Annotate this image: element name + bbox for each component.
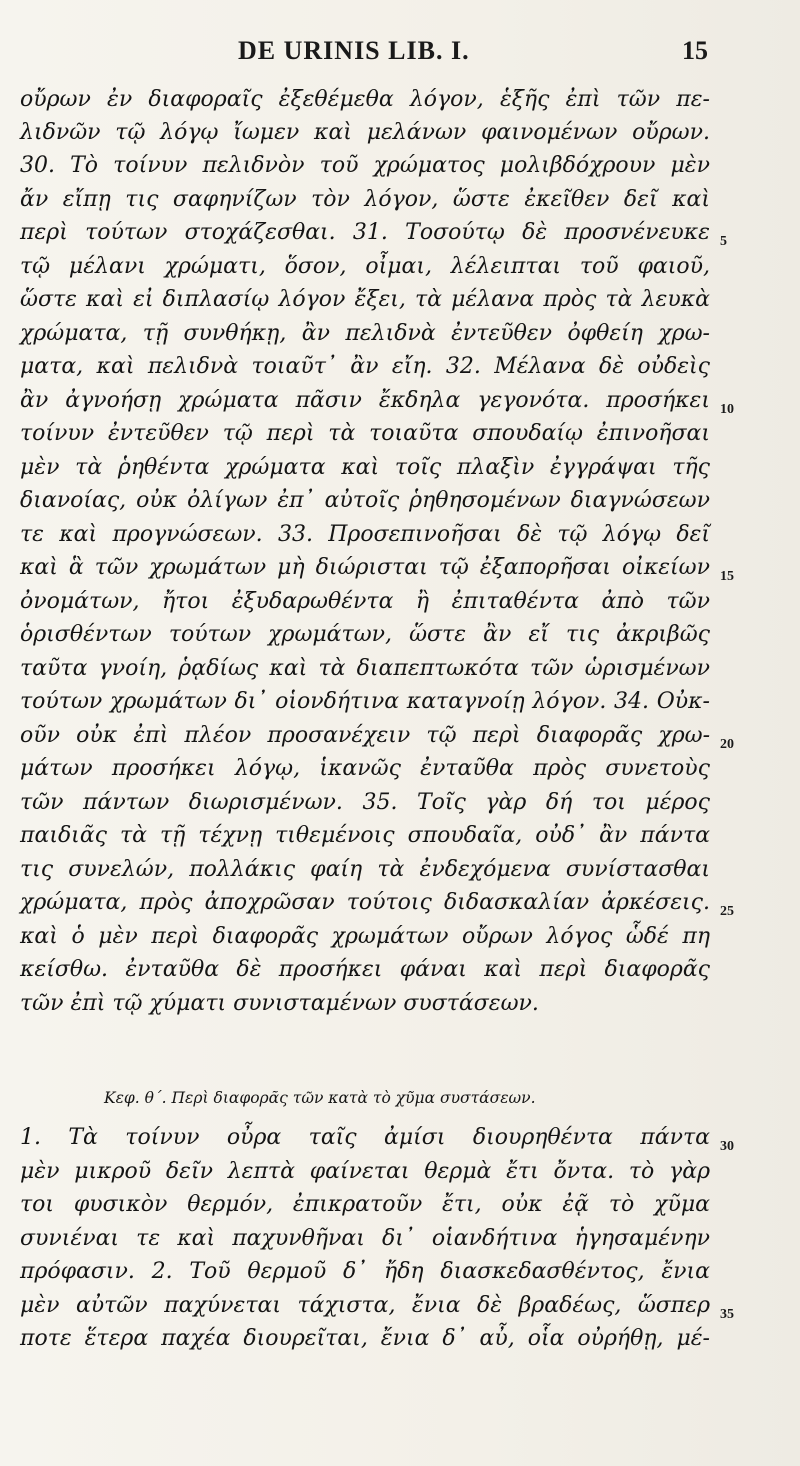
text-line: κείσθω. ἐνταῦθα δὲ προσήκει φάναι καὶ περὶ διαφορᾶς (20, 957, 710, 982)
text-line: τε καὶ προγνώσεων. 33. Προσεπινοῆσαι δὲ τῷ λόγῳ δεῖ (20, 522, 710, 547)
text-line: καὶ ἃ τῶν χρωμάτων μὴ διώρισται τῷ ἐξαπορῆσαι οἰκείων (20, 555, 710, 580)
text-line: διανοίας, οὐκ ὀλίγων ἐπ᾽ αὐτοῖς ῥηθησομένων διαγνώσεων (20, 488, 710, 513)
text-line: ὥστε καὶ εἰ διπλασίῳ λόγον ἔξει, τὰ μέλανα πρὸς τὰ λευκὰ (20, 287, 710, 312)
text-line: 30. Τὸ τοίνυν πελιδνὸν τοῦ χρώματος μολιβδόχρουν μὲν (20, 153, 710, 178)
text-line: τῷ μέλανι χρώματι, ὅσον, οἶμαι, λέλειπται τοῦ φαιοῦ, (20, 254, 710, 279)
text-line: ὀνομάτων, ἤτοι ἐξυδαρωθέντα ἢ ἐπιταθέντα ἀπὸ τῶν (20, 589, 710, 614)
text-line: τοι φυσικὸν θερμόν, ἐπικρατοῦν ἔτι, οὐκ ἐᾷ τὸ χῦμα (20, 1192, 710, 1217)
chapter-heading: Κεφ. θ΄. Περὶ διαφορᾶς τῶν κατὰ τὸ χῦμα συστάσεων. (104, 1089, 536, 1107)
text-line: τις συνελών, πολλάκις φαίη τὰ ἐνδεχόμενα συνίστασθαι (20, 857, 710, 882)
text-line: χρώματα, τῇ συνθήκῃ, ἂν πελιδνὰ ἐντεῦθεν ὀφθείη χρω- (20, 321, 710, 346)
text-line: ποτε ἕτερα παχέα διουρεῖται, ἔνια δ᾽ αὖ, οἷα οὐρήθῃ, μέ- (20, 1326, 710, 1351)
text-line: συνιέναι τε καὶ παχυνθῆναι δι᾽ οἱανδήτινα ἡγησαμένην (20, 1226, 710, 1251)
text-line: οῦν οὐκ ἐπὶ πλέον προσανέχειν τῷ περὶ διαφορᾶς χρω- (20, 723, 710, 748)
text-line: ματα, καὶ πελιδνὰ τοιαῦτ᾽ ἂν εἴη. 32. Μέλανα δὲ οὐδεὶς (20, 354, 710, 379)
text-line: μὲν τὰ ῥηθέντα χρώματα καὶ τοῖς πλαξὶν ἐγγράψαι τῆς (20, 455, 710, 480)
text-line: τούτων χρωμάτων δι᾽ οἱονδήτινα καταγνοίῃ λόγον. 34. Οὐκ- (20, 689, 710, 714)
text-line: ταῦτα γνοίη, ῥᾳδίως καὶ τὰ διαπεπτωκότα τῶν ὡρισμένων (20, 656, 710, 681)
margin-number: 20 (720, 737, 734, 752)
text-line: ἂν ἀγνοήσῃ χρώματα πᾶσιν ἔκδηλα γεγονότα. προσήκει (20, 388, 710, 413)
margin-number: 30 (720, 1139, 734, 1154)
text-line: οὔρων ἐν διαφοραῖς ἐξεθέμεθα λόγον, ἑξῆς ἐπὶ τῶν πε- (20, 87, 710, 112)
text-line: τοίνυν ἐντεῦθεν τῷ περὶ τὰ τοιαῦτα σπουδαίῳ ἐπινοῆσαι (20, 421, 710, 446)
text-line: καὶ ὁ μὲν περὶ διαφορᾶς χρωμάτων οὔρων λόγος ὧδέ πη (20, 924, 710, 949)
running-title: DE URINIS LIB. I. (238, 36, 470, 65)
margin-number: 5 (720, 234, 727, 249)
margin-number: 10 (720, 402, 734, 417)
margin-number: 15 (720, 569, 734, 584)
text-line: παιδιᾶς τὰ τῇ τέχνῃ τιθεμένοις σπουδαῖα, οὐδ᾽ ἂν πάντα (20, 823, 710, 848)
text-line: πρόφασιν. 2. Τοῦ θερμοῦ δ᾽ ἤδη διασκεδασθέντος, ἔνια (20, 1259, 710, 1284)
text-line: λιδνῶν τῷ λόγῳ ἴωμεν καὶ μελάνων φαινομένων οὔρων. (20, 120, 710, 145)
text-line: 1. Τὰ τοίνυν οὖρα ταῖς ἀμίσι διουρηθέντα πάντα (20, 1125, 710, 1150)
margin-number: 25 (720, 904, 734, 919)
page-number: 15 (682, 36, 708, 65)
text-line: τῶν ἐπὶ τῷ χύματι συνισταμένων συστάσεων. (20, 991, 539, 1016)
text-line: ὁρισθέντων τούτων χρωμάτων, ὥστε ἂν εἴ τις ἀκριβῶς (20, 622, 710, 647)
text-line: χρώματα, πρὸς ἀποχρῶσαν τούτοις διδασκαλίαν ἀρκέσεις. (20, 890, 710, 915)
text-line: μὲν μικροῦ δεῖν λεπτὰ φαίνεται θερμὰ ἔτι ὄντα. τὸ γὰρ (20, 1159, 710, 1184)
text-line: μάτων προσήκει λόγῳ, ἱκανῶς ἐνταῦθα πρὸς συνετοὺς (20, 756, 710, 781)
margin-number: 35 (720, 1307, 734, 1322)
text-line: ἄν εἴπῃ τις σαφηνίζων τὸν λόγον, ὥστε ἐκεῖθεν δεῖ καὶ (20, 187, 710, 212)
text-line: τῶν πάντων διωρισμένων. 35. Τοῖς γὰρ δή τοι μέρος (20, 790, 710, 815)
text-line: μὲν αὐτῶν παχύνεται τάχιστα, ἔνια δὲ βραδέως, ὥσπερ (20, 1293, 710, 1318)
text-line: περὶ τούτων στοχάζεσθαι. 31. Τοσούτῳ δὲ προσνένευκε (20, 220, 710, 245)
